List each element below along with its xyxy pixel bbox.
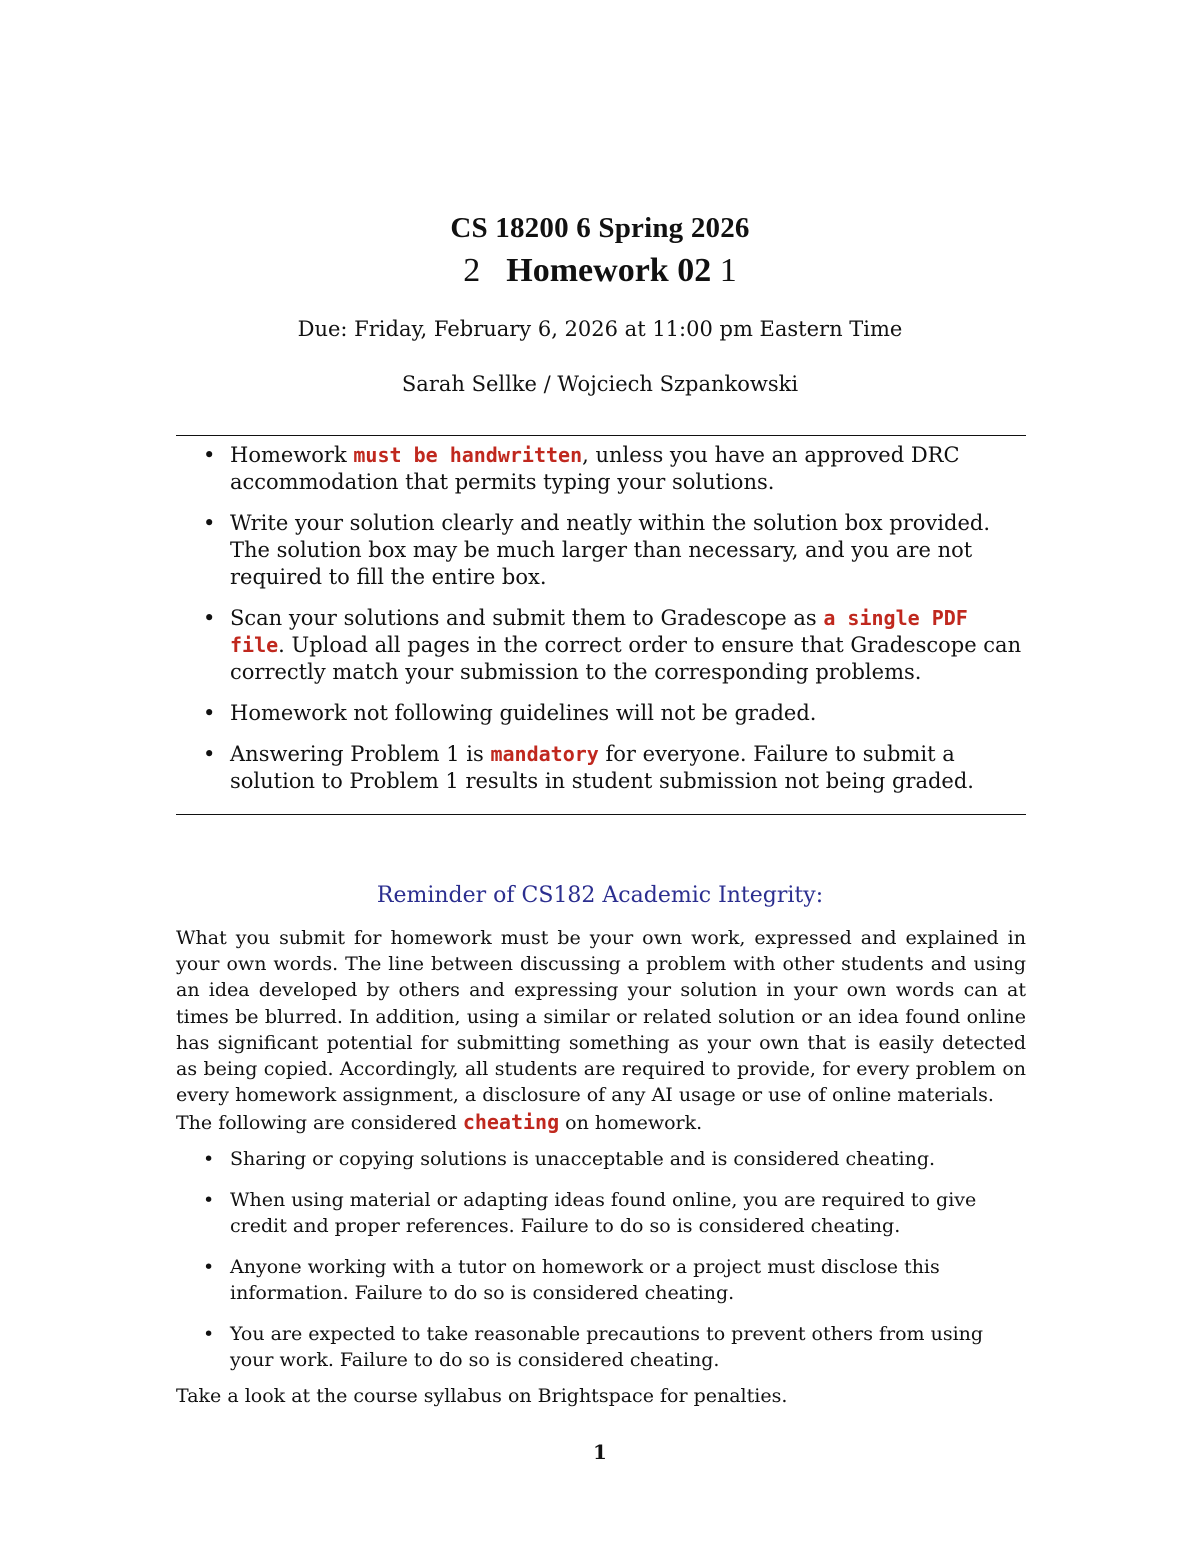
due-date: Due: Friday, February 6, 2026 at 11:00 pm Eastern Time: [297, 317, 903, 341]
emphasis-single-pdf: a single PDF file: [230, 606, 968, 657]
integrity-heading: Reminder of CS182 Academic Integrity:: [376, 883, 824, 908]
cheating-item: • You are expected to take reasonable precautions to prevent others from using your work. Failure to do so is considered cheating.: [176, 1321, 1026, 1374]
section-number: 2: [463, 252, 481, 289]
cheating-item: • Anyone working with a tutor on homework or a project must disclose this information. Failure to do so is considered cheating.: [176, 1254, 1026, 1307]
course-header: CS 18200 6 Spring 2026: [450, 212, 750, 244]
cheating-list: [176, 1146, 1026, 1388]
instruction-item: • Scan your solutions and submit them to Gradescope as a single PDF file. Upload all pages in the correct order to ensure that Gradescope can correctly match your submission to the corresponding problems.: [176, 605, 1026, 686]
title-footnote-mark: 1: [719, 252, 737, 289]
cheating-item: • Sharing or copying solutions is unacceptable and is considered cheating.: [176, 1146, 1026, 1173]
divider-bottom: [176, 814, 1026, 815]
title-text: Homework 02: [506, 252, 712, 289]
instruction-item: • Answering Problem 1 is mandatory for everyone. Failure to submit a solution to Problem 1 results in student submission not being graded.: [176, 741, 1026, 795]
cheating-intro: The following are considered cheating on homework.: [176, 1110, 703, 1134]
instruction-item: • Homework must be handwritten, unless you have an approved DRC accommodation that permits typing your solutions.: [176, 442, 1026, 496]
instructions-list: [176, 442, 1026, 809]
emphasis-handwritten: must be handwritten: [353, 443, 583, 467]
page-number: 1: [593, 1440, 607, 1464]
instruction-item: • Homework not following guidelines will not be graded.: [176, 700, 1026, 727]
integrity-paragraph: What you submit for homework must be your own work, expressed and explained in your own words. The line between discussing a problem with other students and using an idea developed by others and expressing your solution in your own words can at times be blurred. In addition, using a similar or related solution or an idea found online has significant potential for submitting something as your own that is easily detected as being copied. Accordingly, all students are required to provide, for every problem on every homework assignment, a disclosure of any AI usage or use of online materials.: [176, 927, 1026, 1107]
emphasis-mandatory: mandatory: [490, 742, 599, 766]
divider-top: [176, 435, 1026, 436]
closing-note: Take a look at the course syllabus on Brightspace for penalties.: [176, 1385, 788, 1407]
homework-title: [0, 252, 1200, 290]
instructors: Sarah Sellke / Wojciech Szpankowski: [401, 372, 799, 396]
emphasis-cheating: cheating: [462, 1110, 560, 1134]
cheating-item: • When using material or adapting ideas found online, you are required to give credit and proper references. Failure to do so is considered cheating.: [176, 1187, 1026, 1240]
instruction-item: • Write your solution clearly and neatly within the solution box provided. The solution box may be much larger than necessary, and you are not required to fill the entire box.: [176, 510, 1026, 591]
